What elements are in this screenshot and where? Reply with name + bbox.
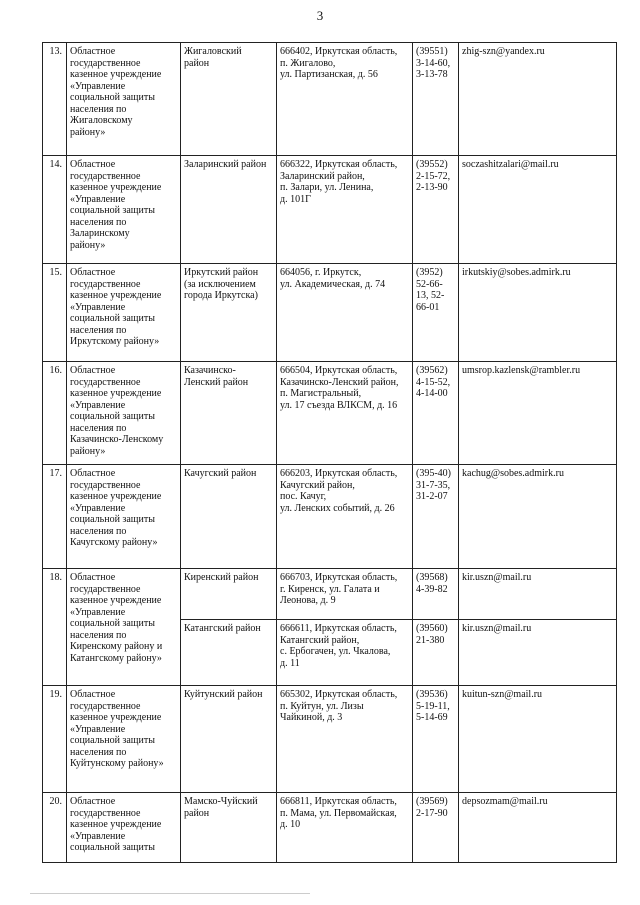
- email-line: soczashitzalari@mail.ru: [462, 159, 559, 170]
- email-line: kir.uszn@mail.ru: [462, 572, 532, 583]
- row-number: [43, 793, 67, 863]
- address-line: п. Мама, ул. Первомайская,: [280, 807, 397, 819]
- address-line: д. 11: [280, 657, 300, 669]
- email-line: kuitun-szn@mail.ru: [462, 689, 543, 700]
- address: [277, 156, 413, 264]
- organization-name-line: Качугскому району»: [70, 537, 158, 548]
- organization-name-line: «Управление: [70, 830, 126, 842]
- organization-name-line: социальной защиты: [70, 842, 155, 853]
- organization-name-line: государственное: [70, 807, 141, 819]
- organization-name-line: казенное учреждение: [70, 388, 162, 399]
- table-row: [43, 156, 617, 264]
- address-line: Качугский район,: [280, 479, 355, 491]
- organization-name-line: населения по: [70, 422, 127, 434]
- district: [181, 686, 277, 793]
- organization-name: [67, 569, 181, 686]
- email: [459, 569, 617, 620]
- address-line: п. Залари, ул. Ленина,: [280, 182, 374, 193]
- phone-line: 21-380: [416, 634, 445, 646]
- scan-artifact-line: [30, 893, 310, 894]
- organization-name-line: Куйтунскому району»: [70, 758, 164, 769]
- address: [277, 686, 413, 793]
- email-line: kir.uszn@mail.ru: [462, 623, 532, 634]
- organization-name-line: социальной защиты: [70, 735, 155, 746]
- district-line: Ленский район: [184, 376, 249, 388]
- organization-name-line: «Управление: [70, 502, 126, 514]
- organization-name-line: казенное учреждение: [70, 290, 162, 301]
- email: [459, 264, 617, 362]
- organization-name: [67, 156, 181, 264]
- table-row: [43, 43, 617, 156]
- district: [181, 569, 277, 620]
- district-line: города Иркутска): [184, 290, 258, 301]
- organization-name-line: государственное: [70, 57, 141, 69]
- address-line: 666504, Иркутская область,: [280, 365, 398, 376]
- address-line: 665302, Иркутская область,: [280, 689, 398, 700]
- phone-line: 2-13-90: [416, 182, 448, 193]
- phone-line: 5-19-11,: [416, 700, 450, 712]
- phone: [413, 686, 459, 793]
- phone-line: 2-17-90: [416, 807, 448, 819]
- district: [181, 362, 277, 465]
- row-number-line: 17.: [49, 468, 62, 479]
- district-line: Жигаловский: [184, 46, 242, 57]
- address-line: 666322, Иркутская область,: [280, 159, 398, 170]
- email-line: irkutskiy@sobes.admirk.ru: [462, 267, 571, 278]
- address-line: 664056, г. Иркутск,: [280, 267, 362, 278]
- address-line: 666811, Иркутская область,: [280, 796, 397, 807]
- address-line: п. Магистральный,: [280, 388, 362, 399]
- phone-line: (39560): [416, 623, 448, 634]
- phone-line: 4-15-52,: [416, 376, 451, 388]
- phone-line: 4-39-82: [416, 583, 448, 595]
- organization-name-line: Катангскому району»: [70, 652, 162, 664]
- organization-name: [67, 43, 181, 156]
- email: [459, 793, 617, 863]
- address-line: 666402, Иркутская область,: [280, 46, 398, 57]
- district: [181, 465, 277, 569]
- organization-name-line: казенное учреждение: [70, 69, 162, 80]
- address-line: ул. Ленских событий, д. 26: [280, 502, 395, 514]
- organization-name-line: социальной защиты: [70, 205, 155, 216]
- district: [181, 43, 277, 156]
- organization-name-line: Областное: [70, 46, 116, 57]
- address-line: д. 10: [280, 819, 301, 830]
- organization-name-line: социальной защиты: [70, 514, 155, 525]
- row-number-line: 14.: [49, 159, 62, 170]
- organization-name-line: государственное: [70, 376, 141, 388]
- address-line: Заларинский район,: [280, 170, 365, 182]
- organization-name-line: государственное: [70, 700, 141, 712]
- organization-name-line: государственное: [70, 479, 141, 491]
- phone-line: (39569): [416, 796, 448, 807]
- row-number: [43, 465, 67, 569]
- phone-line: (39552): [416, 159, 448, 170]
- phone-line: 52-66-: [416, 278, 443, 290]
- district-line: Качугский район: [184, 468, 257, 479]
- row-number-line: 18.: [49, 572, 62, 583]
- organization-name: [67, 793, 181, 863]
- district-line: Казачинско-: [184, 365, 236, 376]
- address-line: ул. Академическая, д. 74: [280, 278, 386, 290]
- phone: [413, 43, 459, 156]
- row-number: [43, 569, 67, 686]
- row-number: [43, 362, 67, 465]
- email-line: umsrop.kazlensk@rambler.ru: [462, 365, 581, 376]
- phone-line: 2-15-72,: [416, 170, 451, 182]
- organization-name-line: «Управление: [70, 301, 126, 313]
- row-number: [43, 156, 67, 264]
- address-line: Леонова, д. 9: [280, 595, 336, 606]
- organization-name-line: Иркутскому району»: [70, 336, 160, 347]
- district: [181, 264, 277, 362]
- address: [277, 569, 413, 620]
- organization-name-line: Областное: [70, 689, 116, 700]
- table-row: [43, 569, 617, 620]
- organization-name-line: Областное: [70, 468, 116, 479]
- district: [181, 793, 277, 863]
- district-line: Иркутский район: [184, 267, 259, 278]
- organization-name-line: Областное: [70, 796, 116, 807]
- table-row: [43, 793, 617, 863]
- district-line: район: [184, 57, 210, 69]
- email: [459, 156, 617, 264]
- organization-name-line: Областное: [70, 365, 116, 376]
- organization-name: [67, 362, 181, 465]
- district-line: Мамско-Чуйский: [184, 796, 258, 807]
- organization-name-line: населения по: [70, 746, 127, 758]
- email-line: depsozmam@mail.ru: [462, 796, 548, 807]
- phone-line: 31-2-07: [416, 491, 448, 502]
- organization-name-line: Жигаловскому: [70, 115, 133, 126]
- organization-name: [67, 686, 181, 793]
- phone-line: 5-14-69: [416, 712, 448, 723]
- district-line: Катангский район: [184, 623, 261, 634]
- organization-name-line: Казачинско-Ленскому: [70, 434, 164, 445]
- address-line: 666611, Иркутская область,: [280, 623, 397, 634]
- organization-name-line: «Управление: [70, 80, 126, 92]
- address-line: 666703, Иркутская область,: [280, 572, 398, 583]
- table-row: [43, 465, 617, 569]
- phone: [413, 362, 459, 465]
- phone-line: (3952): [416, 267, 443, 278]
- row-number-line: 13.: [49, 46, 62, 57]
- phone-line: 3-13-78: [416, 69, 448, 80]
- table-row: [43, 686, 617, 793]
- email: [459, 686, 617, 793]
- address-line: Чайкиной, д. 3: [280, 712, 343, 723]
- phone: [413, 569, 459, 620]
- row-number-line: 15.: [49, 267, 62, 278]
- organization-name-line: государственное: [70, 278, 141, 290]
- organization-name-line: казенное учреждение: [70, 712, 162, 723]
- phone: [413, 156, 459, 264]
- email: [459, 465, 617, 569]
- organization-name-line: району»: [70, 239, 106, 251]
- district-line: Заларинский район: [184, 159, 267, 170]
- address: [277, 43, 413, 156]
- row-number: [43, 43, 67, 156]
- organization-name-line: Областное: [70, 159, 116, 170]
- organization-name-line: социальной защиты: [70, 618, 155, 629]
- organization-name: [67, 264, 181, 362]
- phone-line: 66-01: [416, 301, 440, 313]
- row-number: [43, 686, 67, 793]
- address-line: 666203, Иркутская область,: [280, 468, 398, 479]
- address-line: ул. 17 съезда ВЛКСМ, д. 16: [280, 399, 398, 411]
- address-line: ул. Партизанская, д. 56: [280, 69, 378, 80]
- organization-name-line: району»: [70, 126, 106, 138]
- organization-name-line: государственное: [70, 170, 141, 182]
- district: [181, 620, 277, 686]
- row-number: [43, 264, 67, 362]
- address-line: п. Куйтун, ул. Лизы: [280, 700, 364, 712]
- district-line: (за исключением: [184, 278, 256, 290]
- row-number-line: 20.: [49, 796, 62, 807]
- address-line: пос. Качуг,: [280, 491, 327, 502]
- email: [459, 620, 617, 686]
- organization-name-line: Областное: [70, 572, 116, 583]
- organization-name-line: Областное: [70, 267, 116, 278]
- institutions-table: [42, 42, 617, 863]
- page-number: 3: [316, 8, 324, 23]
- address-line: Катангский район,: [280, 634, 360, 646]
- address: [277, 362, 413, 465]
- row-number-line: 16.: [49, 365, 62, 376]
- phone-line: (39536): [416, 689, 448, 700]
- district-line: Киренский район: [184, 572, 259, 583]
- organization-name-line: «Управление: [70, 723, 126, 735]
- phone: [413, 264, 459, 362]
- organization-name-line: «Управление: [70, 193, 126, 205]
- address: [277, 465, 413, 569]
- row-number-line: 19.: [49, 689, 62, 700]
- organization-name-line: социальной защиты: [70, 92, 155, 103]
- address-line: п. Жигалово,: [280, 57, 336, 69]
- email: [459, 43, 617, 156]
- address: [277, 264, 413, 362]
- organization-name-line: казенное учреждение: [70, 182, 162, 193]
- organization-name-line: казенное учреждение: [70, 819, 162, 830]
- organization-name-line: населения по: [70, 525, 127, 537]
- organization-name-line: населения по: [70, 216, 127, 228]
- phone-line: 3-14-60,: [416, 57, 451, 69]
- address-line: г. Киренск, ул. Галата и: [280, 583, 380, 595]
- organization-name-line: населения по: [70, 324, 127, 336]
- organization-name-line: «Управление: [70, 399, 126, 411]
- phone-line: (39551): [416, 46, 448, 57]
- address: [277, 793, 413, 863]
- organization-name-line: району»: [70, 445, 106, 457]
- phone: [413, 793, 459, 863]
- phone: [413, 465, 459, 569]
- organization-name-line: государственное: [70, 583, 141, 595]
- email: [459, 362, 617, 465]
- address-line: с. Ербогачен, ул. Чкалова,: [280, 646, 391, 657]
- district-line: Куйтунский район: [184, 689, 263, 700]
- organization-name-line: населения по: [70, 629, 127, 641]
- address: [277, 620, 413, 686]
- phone-line: (39568): [416, 572, 448, 583]
- phone-line: (39562): [416, 365, 448, 376]
- phone: [413, 620, 459, 686]
- organization-name-line: социальной защиты: [70, 313, 155, 324]
- organization-name-line: населения по: [70, 103, 127, 115]
- organization-name-line: казенное учреждение: [70, 491, 162, 502]
- email-line: zhig-szn@yandex.ru: [462, 46, 545, 57]
- table-row: [43, 264, 617, 362]
- phone-line: 31-7-35,: [416, 479, 451, 491]
- address-line: д. 101Г: [280, 193, 311, 205]
- phone-line: (395-40): [416, 468, 451, 479]
- organization-name-line: Заларинскому: [70, 228, 130, 239]
- organization-name-line: социальной защиты: [70, 411, 155, 422]
- district-line: район: [184, 807, 210, 819]
- address-line: Казачинско-Ленский район,: [280, 376, 399, 388]
- organization-name-line: Киренскому району и: [70, 641, 163, 652]
- organization-name-line: «Управление: [70, 606, 126, 618]
- phone-line: 13, 52-: [416, 290, 445, 301]
- organization-name-line: казенное учреждение: [70, 595, 162, 606]
- email-line: kachug@sobes.admirk.ru: [462, 468, 564, 479]
- phone-line: 4-14-00: [416, 388, 448, 399]
- table-row: [43, 362, 617, 465]
- district: [181, 156, 277, 264]
- organization-name: [67, 465, 181, 569]
